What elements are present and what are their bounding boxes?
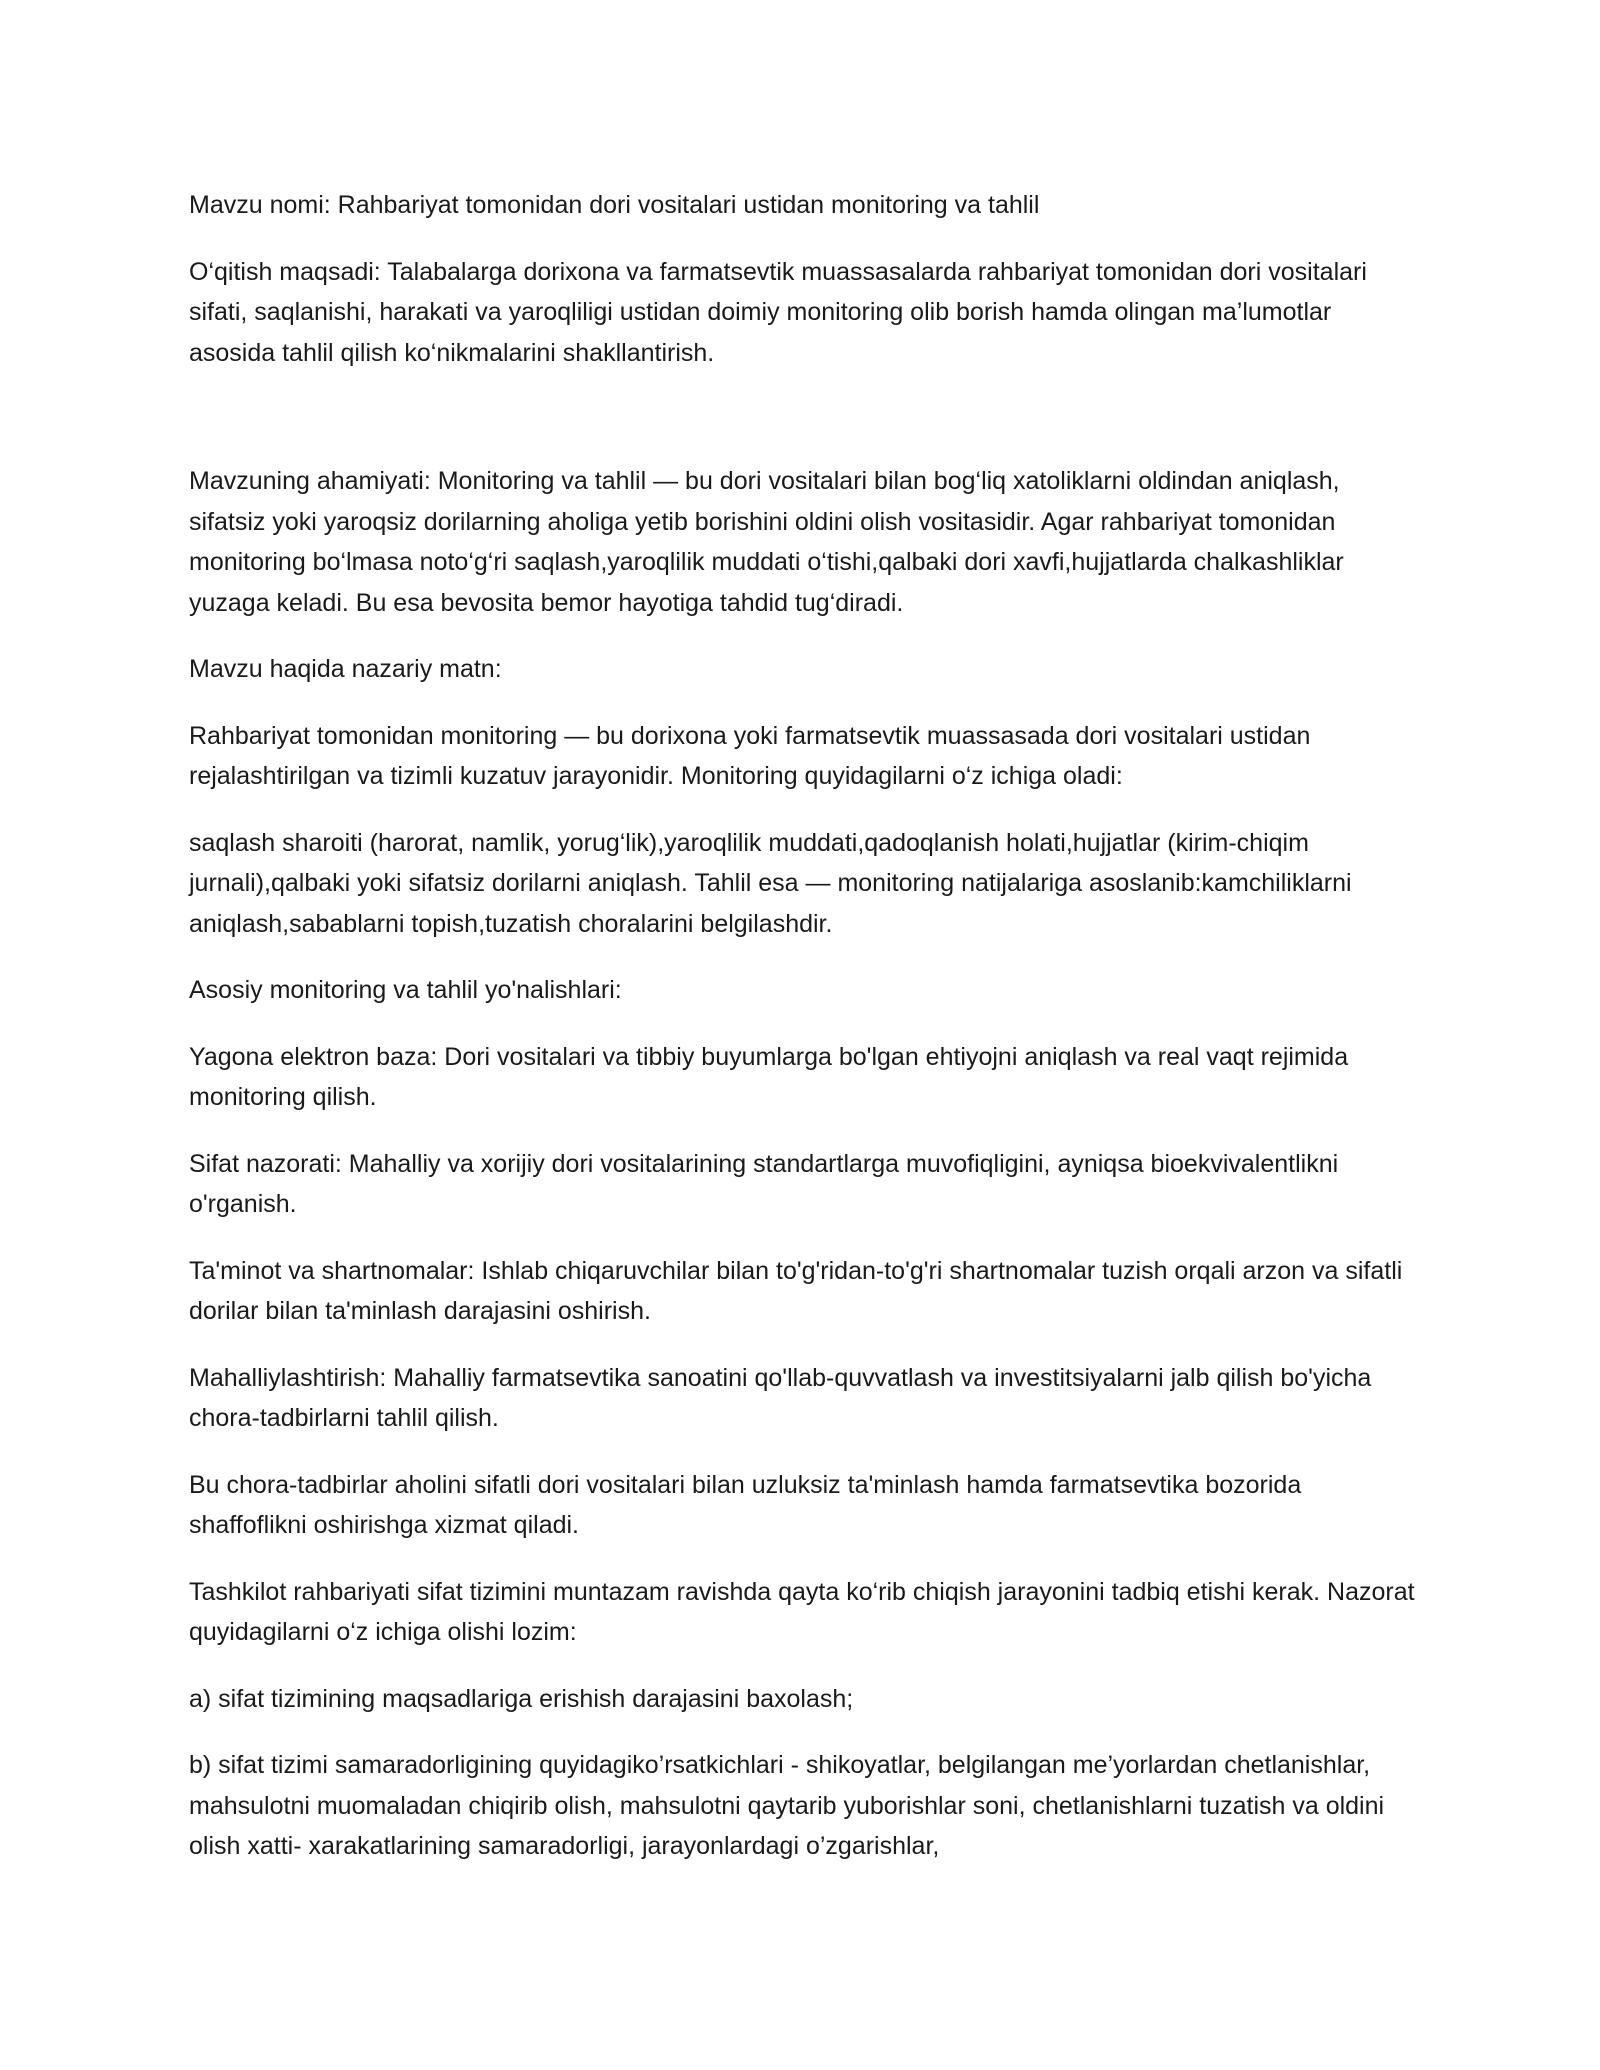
electronic-base-paragraph: Yagona elektron baza: Dori vositalari va tibbiy buyumlarga bo'lgan ehtiyojni aniqlash va real vaqt rejimida monitoring qilish. (189, 1042, 1349, 1111)
management-review-paragraph: Tashkilot rahbariyati sifat tizimini muntazam ravishda qayta ko‘rib chiqish jarayonini tadbiq etishi kerak. Nazorat quyidagilarni o‘z ichiga olishi lozim: (189, 1577, 1415, 1646)
topic-importance-paragraph: Mavzuning ahamiyati: Monitoring va tahlil — bu dori vositalari bilan bog‘liq xatoliklarni oldindan aniqlash, sifatsiz yoki yaroqsiz dorilarning aholiga yetib borishini oldini olish vositasidir. Agar rahbariyat tomonidan monitoring bo‘lmasa noto‘g‘ri saqlash,yaroqlilik muddati o‘tishi,qalbaki dori xavfi,hujjatlarda chalkashliklar yuzaga keladi. Bu esa bevosita bemor hayotiga tahdid tug‘diradi. (189, 467, 1344, 617)
measures-summary-paragraph: Bu chora-tadbirlar aholini sifatli dori vositalari bilan uzluksiz ta'minlash hamda farmatsevtika bozorida shaffoflikni oshirishga xizmat qiladi. (189, 1470, 1302, 1539)
list-item-a-paragraph: a) sifat tizimining maqsadlariga erishish darajasini baxolash; (189, 1684, 854, 1713)
monitoring-scope-paragraph: saqlash sharoiti (harorat, namlik, yorug‘lik),yaroqlilik muddati,qadoqlanish holati,hujjatlar (kirim-chiqim jurnali),qalbaki yoki sifatsiz dorilarni aniqlash. Tahlil esa — monitoring natijalariga asoslanib:kamchiliklarni aniqlash,sabablarni topish,tuzatish choralarini belgilashdir. (189, 828, 1352, 938)
supply-contracts-paragraph: Ta'minot va shartnomalar: Ishlab chiqaruvchilar bilan to'g'ridan-to'g'ri shartnomalar tuzish orqali arzon va sifatli dorilar bilan ta'minlash darajasini oshirish. (189, 1256, 1403, 1325)
directions-heading-paragraph: Asosiy monitoring va tahlil yo'nalishlari: (189, 976, 622, 1004)
theory-heading-paragraph: Mavzu haqida nazariy matn: (189, 655, 502, 683)
document-body (189, 185, 1419, 1893)
quality-control-paragraph: Sifat nazorati: Mahalliy va xorijiy dori vositalarining standartlarga muvofiqligini, ayniqsa bioekvivalentlikni o'rganish. (189, 1149, 1339, 1218)
topic-title-paragraph: Mavzu nomi: Rahbariyat tomonidan dori vositalari ustidan monitoring va tahlil (189, 191, 1040, 219)
list-item-b-paragraph: b) sifat tizimi samaradorligining quyidagiko’rsatkichlari - shikoyatlar, belgilangan me’yorlardan chetlanishlar, mahsulotni muomaladan chiqirib olish, mahsulotni qaytarib yuborishlar soni, chetlanishlarni tuzatish va oldini olish xatti- xarakatlarining samaradorligi, jarayonlardagi o’zgarishlar, (189, 1751, 1385, 1860)
teaching-goal-paragraph: O‘qitish maqsadi: Talabalarga dorixona va farmatsevtik muassasalarda rahbariyat tomonidan dori vositalari sifati, saqlanishi, harakati va yaroqliligi ustidan doimiy monitoring olib borish hamda olingan ma’lumotlar asosida tahlil qilish ko‘nikmalarini shakllantirish. (189, 257, 1367, 367)
localization-paragraph: Mahalliylashtirish: Mahalliy farmatsevtika sanoatini qo'llab-quvvatlash va investitsiyalarni jalb qilish bo'yicha chora-tadbirlarni tahlil qilish. (189, 1363, 1372, 1432)
monitoring-definition-paragraph: Rahbariyat tomonidan monitoring — bu dorixona yoki farmatsevtik muassasada dori vositalari ustidan rejalashtirilgan va tizimli kuzatuv jarayonidir. Monitoring quyidagilarni o‘z ichiga oladi: (189, 721, 1311, 790)
